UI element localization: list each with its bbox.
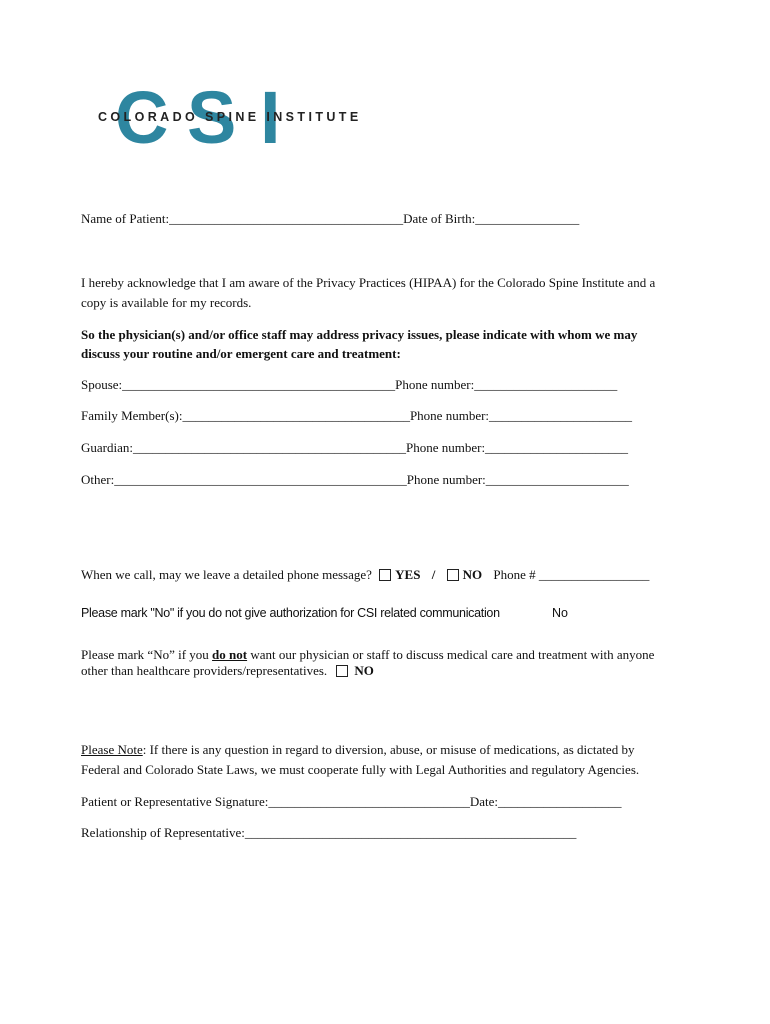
logo-letter-i: I [260,76,299,159]
logo-letter-s: S [187,76,255,159]
csi-authorization-answer[interactable]: No [552,606,568,620]
note-line-1-text: : If there is any question in regard to diversion, abuse, or misuse of medications, as dictated by [142,742,635,757]
yes-checkbox[interactable] [379,569,391,581]
discuss-care-line-2-text: other than healthcare providers/representatives. [81,663,328,678]
logo-letter-c: C [115,76,187,159]
phone-message-row [81,567,649,583]
signature-date-field[interactable]: Patient or Representative Signature:_______________________________Date:___________________ [81,794,622,809]
no-label: NO [462,567,483,582]
other-field[interactable]: Other:_____________________________________________Phone number:______________________ [81,472,629,487]
discuss-care-no-checkbox[interactable] [336,665,348,677]
relationship-field[interactable]: Relationship of Representative:___________________________________________________ [81,825,577,840]
family-member-field[interactable]: Family Member(s):___________________________________Phone number:______________________ [81,408,633,423]
discuss-care-post: want our physician or staff to discuss medical care and treatment with anyone [247,647,655,662]
discuss-care-line-1 [81,647,654,663]
note-label: Please Note [81,742,143,757]
discuss-care-pre: Please mark “No” if you [81,647,213,662]
logo [95,76,362,159]
phone-number-field[interactable]: Phone # _________________ [493,567,650,582]
discuss-care-line-2 [81,663,374,679]
guardian-field[interactable]: Guardian:__________________________________________Phone number:______________________ [81,440,629,455]
yes-no-separator: / [431,567,436,582]
instruction-line-2: discuss your routine and/or emergent care and treatment: [81,346,401,361]
discuss-care-no-label: NO [354,663,374,678]
instruction-line-1: So the physician(s) and/or office staff may address privacy issues, please indicate with whom we may [81,327,638,342]
phone-message-question: When we call, may we leave a detailed phone message? [81,567,372,582]
discuss-care-emphasis: do not [212,647,248,662]
no-checkbox[interactable] [447,569,459,581]
spouse-field[interactable]: Spouse:__________________________________________Phone number:______________________ [81,377,618,392]
acknowledgement-line-1: I hereby acknowledge that I am aware of the Privacy Practices (HIPAA) for the Colorado Spine Institute and a [81,275,656,290]
acknowledgement-line-2: copy is available for my records. [81,295,252,310]
note-line-1 [81,742,634,758]
csi-authorization-text: Please mark "No" if you do not give authorization for CSI related communication [81,606,500,620]
patient-name-dob-line: Name of Patient:____________________________________Date of Birth:________________ [81,211,580,226]
yes-label: YES [395,567,421,582]
logo-wordmark: COLORADO SPINE INSTITUTE [98,110,362,124]
note-line-2: Federal and Colorado State Laws, we must cooperate fully with Legal Authorities and regulatory Agencies. [81,762,640,777]
